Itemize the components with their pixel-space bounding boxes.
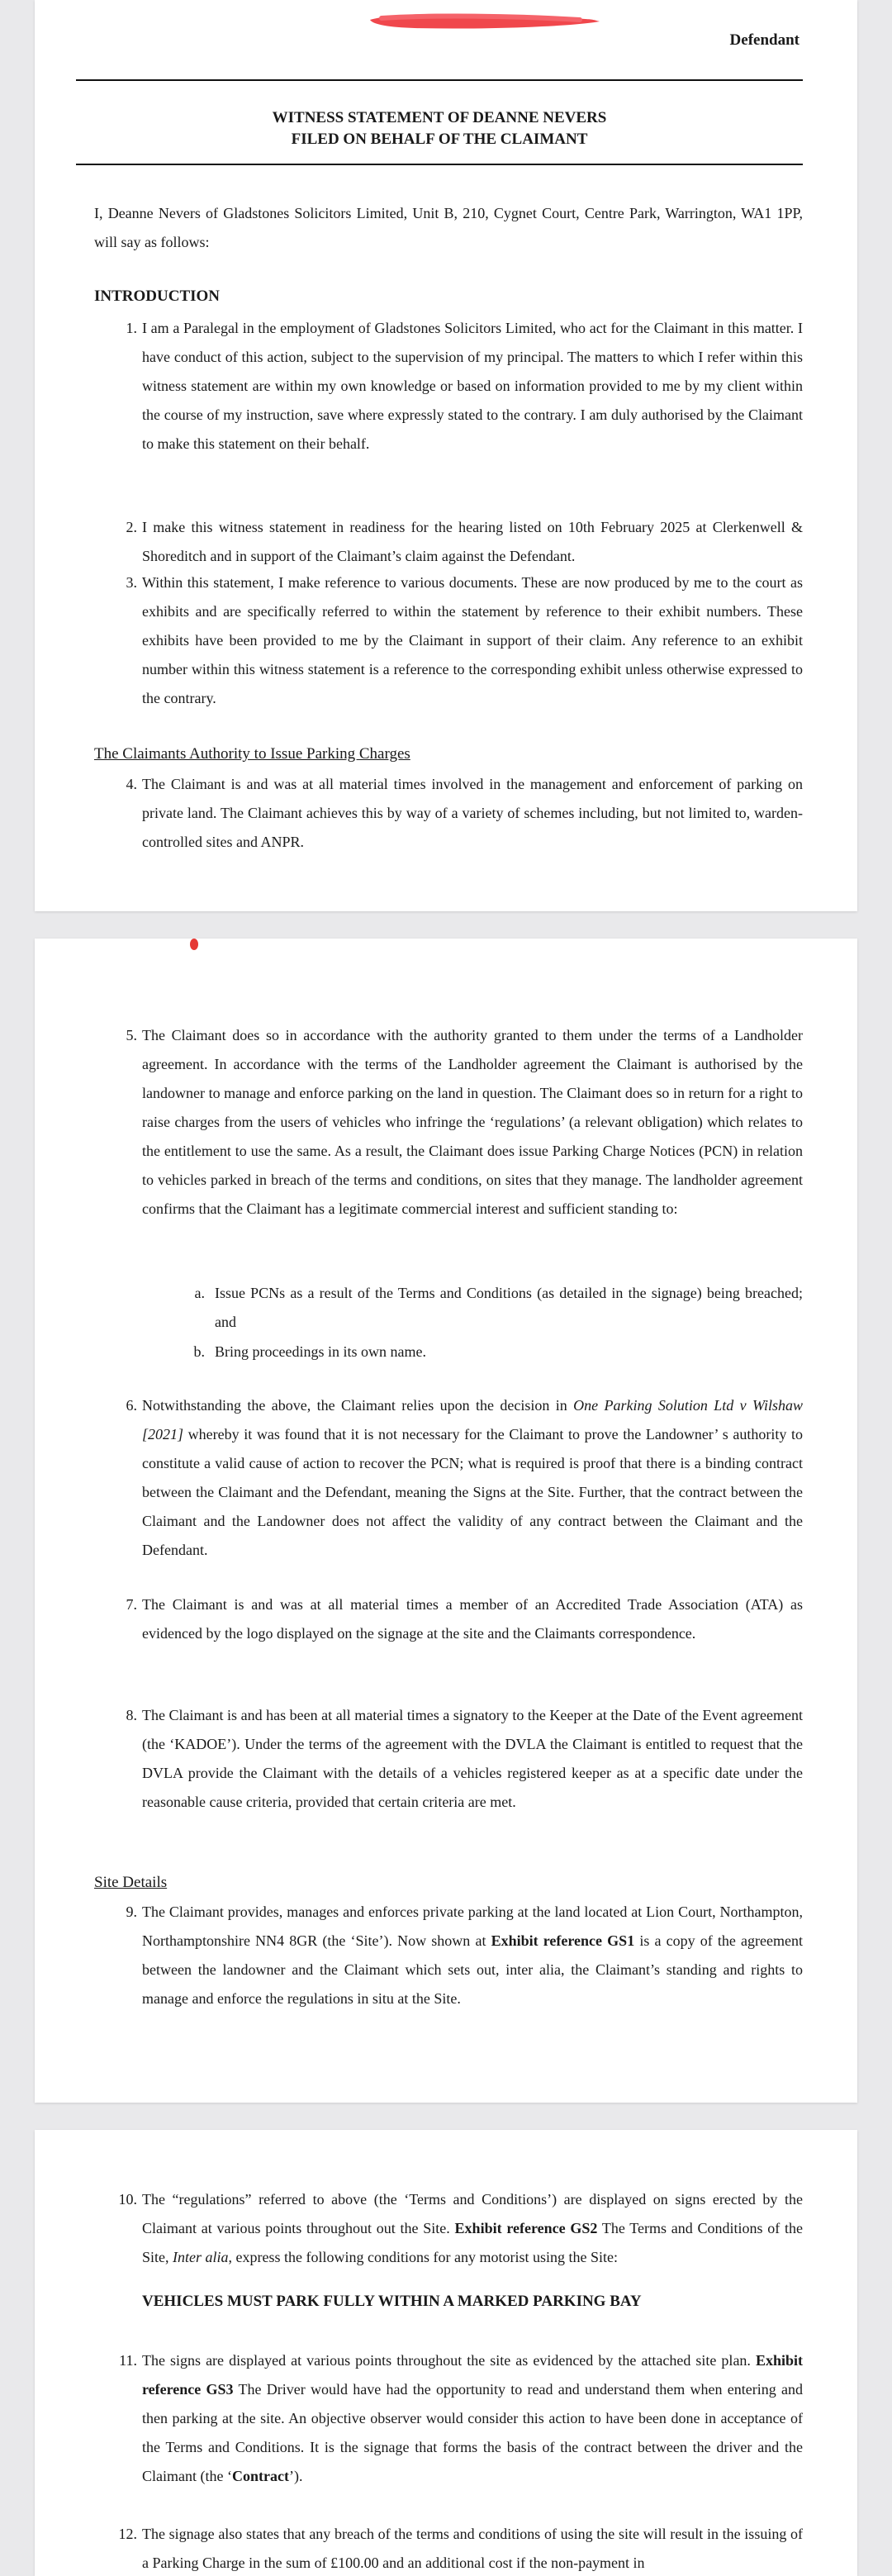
document-page-2 (35, 939, 857, 2103)
paragraph-6 (142, 1391, 803, 1565)
paragraph-number: 12. (118, 2526, 137, 2542)
party-label: Defendant (729, 31, 799, 49)
exhibit-reference: Exhibit reference GS2 (454, 2220, 598, 2236)
paragraph-number: 1. (126, 320, 137, 336)
paragraph-5: The Claimant does so in accordance with the authority granted to them under the terms of a Landholder agreement. In accordance with the terms of the Landholder agreement the Claimant is authorised by the landowner to manage and enforce parking on the land in question. The Claimant does so in return for a right to raise charges from the users of vehicles who infringe the ‘regulations’ (a relevant obligation) which relates to the entitlement to use the same. As a result, the Claimant does issue Parking Charge Notices (PCN) in relation to vehicles parked in breach of the terms and conditions, on sites that they manage. The landholder agreement confirms that the Claimant has a legitimate commercial interest and sufficient standing to: (142, 1027, 803, 1217)
text-run: The Claimant provides, manages and enforces private parking at the land located at Lion Court, Northampton, Northamptonshire NN4 8GR (the ‘Site’). Now shown at (142, 1903, 803, 1949)
paragraph-number: 6. (126, 1397, 137, 1414)
case-citation: One Parking Solution Ltd v Wilshaw [2021] (142, 1397, 804, 1442)
paragraph-7: The Claimant is and was at all material times a member of an Accredited Trade Association (ATA) as evidenced by the logo displayed on the signage at the site and the Claimants correspondence. (142, 1596, 803, 1642)
text-run: is a copy of the agreement between the landowner and the Claimant which sets out, inter alia, the Claimant’s standing and rights to manage and enforce the regulations in situ at the Site. (142, 1932, 803, 2007)
document-title (76, 107, 803, 150)
paragraph-8: The Claimant is and has been at all material times a signatory to the Keeper at the Date of the Event agreement (the ‘KADOE’). Under the terms of the agreement with the DVLA the Claimant is entitled to request that the DVLA provide the Claimant with the details of a vehicles registered keeper as at a specific date under the reasonable cause criteria, provided that certain criteria are met. (142, 1707, 803, 1810)
title-line-2: FILED ON BEHALF OF THE CLAIMANT (291, 131, 588, 148)
paragraph-number: 4. (126, 776, 137, 792)
title-top-rule (76, 79, 803, 81)
paragraph-9 (142, 1898, 803, 2013)
title-bottom-rule (76, 164, 803, 165)
paragraph-3: Within this statement, I make reference to various documents. These are now produced by me to the court as exhibits and are specifically referred to within the statement by reference to their exhibit numbers. These exhibits have been provided to me by the Claimant in support of their claim. Any reference to an exhibit number within this witness statement is a reference to the corresponding exhibit unless otherwise expressed to the contrary. (142, 574, 803, 706)
text-run: The Terms and Conditions of the Site, (142, 2220, 803, 2265)
paragraph-number: 2. (126, 519, 137, 535)
parking-condition: VEHICLES MUST PARK FULLY WITHIN A MARKED PARKING BAY (142, 2293, 642, 2310)
text-run: The Driver would have had the opportunity to read and understand them when entering and then parking at the site. An objective observer would consider this action to have been done in acceptance of the Terms and Conditions. It is the signage that forms the basis of the contract between the driver and the Claimant (the ‘ (142, 2381, 803, 2484)
paragraph-number: 5. (126, 1027, 137, 1043)
text-run: whereby it was found that it is not necessary for the Claimant to prove the Landowner’ s authority to constitute a valid cause of action to recover the PCN; what is required is proof that there is a binding contract between the Claimant and the Defendant, meaning the Signs at the Site. Further, that the contract between the Claimant and the Landowner does not affect the validity of any contract between the Claimant and the Defendant. (142, 1426, 803, 1558)
intro-paragraph: I, Deanne Nevers of Gladstones Solicitors Limited, Unit B, 210, Cygnet Court, Centre Park, Warrington, WA1 1PP, will say as follows: (94, 205, 803, 250)
paragraph-number: 10. (118, 2191, 137, 2208)
heading-introduction: INTRODUCTION (94, 288, 221, 305)
paragraph-number: 9. (126, 1903, 137, 1920)
sub-item-number: b. (193, 1343, 205, 1360)
annotation-mark (190, 939, 198, 950)
text-run: Notwithstanding the above, the Claimant relies upon the decision in (142, 1397, 574, 1414)
document-page-3 (35, 2130, 857, 2576)
paragraph-1: I am a Paralegal in the employment of Gladstones Solicitors Limited, who act for the Claimant in this matter. I have conduct of this action, subject to the supervision of my principal. The matters to which I refer within this witness statement are within my own knowledge or based on information provided to me by my client within the course of my instruction, save where expressly stated to the contrary. I am duly authorised by the Claimant to make this statement on their behalf. (142, 320, 803, 452)
exhibit-reference: Exhibit reference GS1 (491, 1932, 635, 1949)
sub-item-a: Issue PCNs as a result of the Terms and Conditions (as detailed in the signage) being breached; and (215, 1285, 803, 1330)
paragraph-number: 3. (126, 574, 137, 591)
text-run: , express the following conditions for any motorist using the Site: (228, 2249, 618, 2265)
text-run: ’). (288, 2468, 303, 2484)
paragraph-12: The signage also states that any breach of the terms and conditions of using the site will result in the issuing of a Parking Charge in the sum of £100.00 and an additional cost if the non-payment in (142, 2526, 803, 2571)
paragraph-2: I make this witness statement in readiness for the hearing listed on 10th February 2025 at Clerkenwell & Shoreditch and in support of the Claimant’s claim against the Defendant. (142, 519, 803, 564)
paragraph-10 (142, 2185, 803, 2272)
exhibit-reference: Exhibit reference GS3 (142, 2352, 803, 2398)
italic-phrase: Inter alia (173, 2249, 229, 2265)
paragraph-number: 11. (119, 2352, 137, 2369)
sub-item-number: a. (194, 1285, 205, 1301)
heading-site-details: Site Details (94, 1874, 168, 1891)
paragraph-4: The Claimant is and was at all material times involved in the management and enforcement of parking on private land. The Claimant achieves this by way of a variety of schemes including, but not limited to, warden-controlled sites and ANPR. (142, 776, 803, 850)
sub-item-b: Bring proceedings in its own name. (215, 1343, 426, 1360)
heading-claimant-authority: The Claimants Authority to Issue Parking Charges (94, 745, 410, 763)
document-page-1 (35, 0, 857, 911)
title-line-1: WITNESS STATEMENT OF DEANNE NEVERS (272, 109, 607, 126)
paragraph-11 (142, 2346, 803, 2491)
text-run: The signs are displayed at various points throughout the site as evidenced by the attached site plan. (142, 2352, 756, 2369)
paragraph-number: 7. (126, 1596, 137, 1613)
paragraph-number: 8. (126, 1707, 137, 1723)
text-run: The “regulations” referred to above (the ‘Terms and Conditions’) are displayed on signs erected by the Claimant at various points throughout out the Site. (142, 2191, 803, 2236)
defined-term: Contract (231, 2468, 289, 2484)
redaction-mark (365, 8, 605, 33)
